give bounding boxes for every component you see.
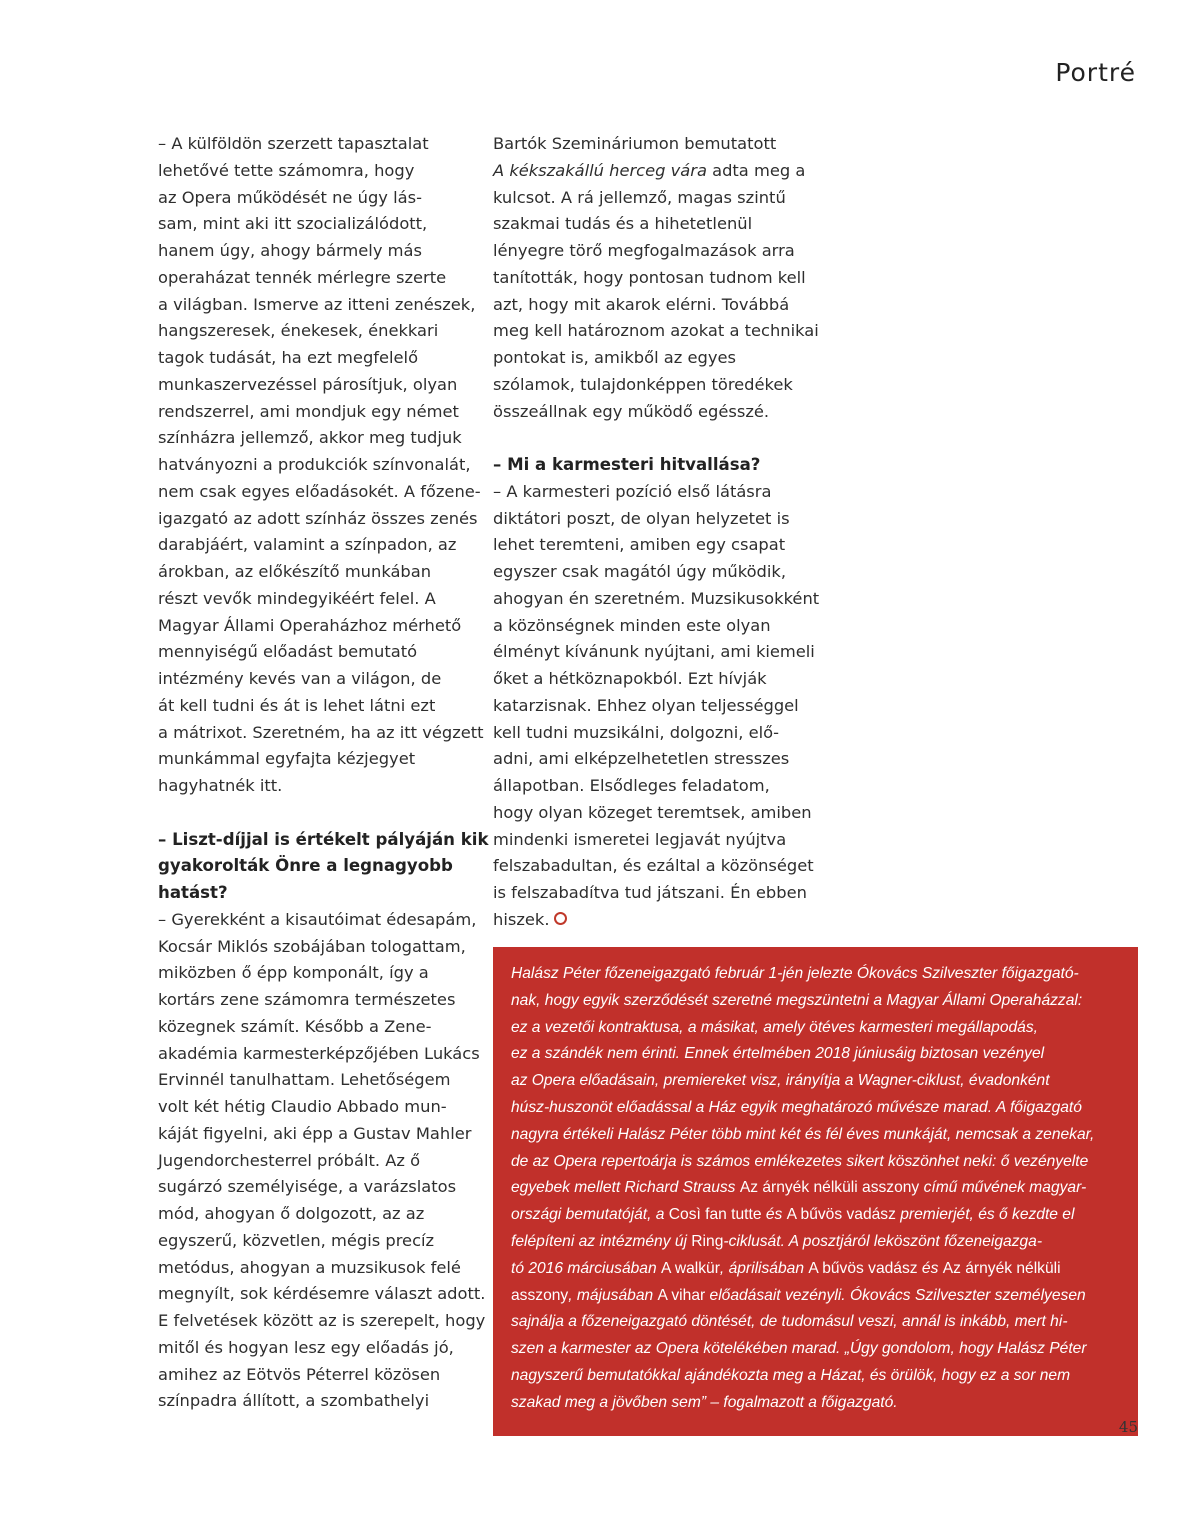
text-fragment: előadásait vezényli. Ókovács Szilveszter személyesen (705, 1286, 1086, 1304)
text-line: egyszer csak magától úgy működik, (493, 562, 787, 581)
text-line: összeállnak egy működő egésszé. (493, 401, 770, 421)
text-fragment: tó 2016 márciusában (511, 1259, 661, 1277)
text-line: ahogyan én szeretném. Muzsikusokként (493, 588, 820, 608)
text-line: sam, mint aki itt szocializálódott, (158, 214, 428, 234)
text-line: munkámmal egyfajta kézjegyet (158, 749, 416, 769)
text-line: sugárzó személyisége, a varázslatos (158, 1177, 457, 1197)
text-line: káját figyelni, aki épp a Gustav Mahler (158, 1123, 472, 1143)
end-of-article-icon (554, 912, 567, 925)
text-line: meg kell határoznom azokat a technikai (493, 321, 819, 341)
text-line: szólamok, tulajdonképpen töredékek (493, 374, 793, 394)
text-line: operaházat tennék mérlegre szerte (158, 267, 447, 287)
text-line (493, 907, 819, 934)
text-line: árokban, az előkészítő munkában (158, 562, 432, 581)
text-line: színpadra állított, a szombathelyi (158, 1391, 430, 1411)
text-fragment: adta meg a (706, 160, 806, 180)
text-line: amihez az Eötvös Péterrel közösen (158, 1364, 441, 1384)
text-line: E felvetések között az is szerepelt, hogy (158, 1311, 486, 1330)
info-box-text (511, 961, 1094, 1417)
text-line: kulcsot. A rá jellemző, magas szintű (493, 187, 786, 207)
section-label: Portré (1055, 58, 1136, 87)
text-line: lehetővé tette számomra, hogy (158, 160, 415, 180)
box-line: szen a karmester az Opera kötelékében marad. „Úgy gondolom, hogy Halász Péter (511, 1340, 1087, 1358)
box-line: sajnálja a főzeneigazgató döntését, de tudomásul veszi, annál is inkább, mert hi- (511, 1313, 1068, 1331)
text-line: hogy olyan közeget teremtsek, amiben (493, 802, 812, 822)
text-fragment: és (761, 1206, 787, 1224)
opera-title: A vihar (657, 1286, 706, 1304)
text-line: hatványozni a produkciók színvonalát, (158, 455, 471, 474)
text-line: hanem úgy, ahogy bármely más (158, 241, 422, 260)
box-line: szakad meg a jövőben sem” – fogalmazott a főigazgató. (511, 1393, 898, 1411)
text-fragment: , áprilisában (719, 1259, 809, 1277)
answer-1 (158, 131, 489, 800)
text-line: katarzisnak. Ehhez olyan teljességgel (493, 695, 799, 715)
text-line: akadémia karmesterképzőjében Lukács (158, 1043, 480, 1063)
box-line: de az Opera repertoárja is számos emlékezetes sikert köszönhet neki: ő vezényelte (511, 1152, 1089, 1170)
answer-3 (493, 479, 819, 934)
text-line: nem csak egyes előadásokét. A főzene- (158, 481, 481, 501)
question-line: – Liszt-díjjal is értékelt pályáján kik (158, 829, 489, 849)
text-line: mennyiségű előadást bemutató (158, 642, 418, 662)
question-2 (158, 827, 489, 907)
text-fragment: felépíteni az intézmény új (511, 1232, 692, 1250)
text-line: részt vevők mindegyikéért felel. A (158, 588, 436, 608)
box-line: nak, hogy egyik szerződését szeretné megszüntetni a Magyar Állami Operaházzal: (511, 991, 1083, 1009)
text-line: élményt kívánunk nyújtani, ami kiemeli (493, 642, 815, 662)
text-line: a közönségnek minden este olyan (493, 615, 771, 635)
text-fragment: hiszek. (493, 909, 550, 929)
text-line: diktátori poszt, de olyan helyzetet is (493, 508, 790, 528)
right-column (493, 131, 819, 934)
text-line: miközben ő épp komponált, így a (158, 963, 429, 983)
box-line (511, 1202, 1094, 1229)
text-line: munkaszervezéssel párosítjuk, olyan (158, 374, 458, 394)
text-line: tanították, hogy pontosan tudnom kell (493, 267, 806, 287)
text-line: mód, ahogyan ő dolgozott, az az (158, 1204, 425, 1223)
left-column (158, 131, 489, 1415)
info-box (493, 947, 1138, 1436)
text-line: lehet teremteni, amiben egy csapat (493, 535, 786, 555)
text-fragment: premierjét, és ő kezdte el (895, 1206, 1075, 1224)
text-line: – A külföldön szerzett tapasztalat (158, 134, 429, 153)
opera-title: Ring (691, 1232, 724, 1250)
text-fragment: egyebek mellett Richard Strauss (511, 1179, 740, 1197)
box-line: ez a vezetői kontraktusa, a másikat, amely ötéves karmesteri megállapodás, (511, 1018, 1038, 1036)
box-line: nagyra értékeli Halász Péter több mint két és fél éves munkáját, nemcsak a zenekar, (511, 1125, 1095, 1143)
text-line: a mátrixot. Szeretném, ha az itt végzett (158, 722, 484, 742)
text-line: Bartók Szemináriumon bemutatott (493, 134, 777, 153)
text-line: metódus, ahogyan a muzsikusok felé (158, 1257, 461, 1277)
box-line: húsz-huszonöt előadással a Ház egyik meghatározó művésze marad. A főigazgató (511, 1098, 1082, 1116)
text-line: állapotban. Elsődleges feladatom, (493, 776, 770, 795)
text-line: színházra jellemző, akkor meg tudjuk (158, 428, 462, 448)
opera-title: A kékszakállú herceg vára (493, 160, 707, 180)
text-fragment: és (917, 1259, 943, 1277)
text-fragment: országi bemutatóját, a (511, 1206, 669, 1224)
text-line: intézmény kevés van a világon, de (158, 669, 442, 688)
page-number: 45 (1118, 1418, 1138, 1436)
box-line: Halász Péter főzeneigazgató február 1-jén jelezte Ókovács Szilveszter főigazgató- (511, 965, 1079, 982)
box-line (511, 1229, 1094, 1256)
text-line: mindenki ismeretei legjavát nyújtva (493, 829, 787, 849)
text-line: kell tudni muzsikálni, dolgozni, elő- (493, 722, 779, 742)
text-line: mitől és hogyan lesz egy előadás jó, (158, 1337, 454, 1357)
text-line: hagyhatnék itt. (158, 776, 283, 795)
question-3: – Mi a karmesteri hitvallása? (493, 455, 761, 474)
text-line: Jugendorchesterrel próbált. Az ő (158, 1150, 421, 1170)
answer-2 (158, 907, 489, 1415)
opera-title: Così fan tutte (668, 1206, 762, 1224)
text-fragment: -ciklusát. A posztjáról leköszönt főzeneigazga- (723, 1232, 1043, 1250)
opera-title: A bűvös vadász (808, 1259, 918, 1277)
text-line: tagok tudását, ha ezt megfelelő (158, 348, 419, 367)
question-line: gyakorolták Önre a legnagyobb (158, 856, 453, 876)
text-line (493, 158, 819, 185)
opera-title: Az árnyék nélküli asszony (739, 1179, 920, 1197)
text-line: Kocsár Miklós szobájában tologattam, (158, 936, 466, 956)
text-line: át kell tudni és át is lehet látni ezt (158, 695, 436, 715)
text-line: is felszabadítva tud játszani. Én ebben (493, 883, 807, 902)
text-fragment: , májusában (568, 1286, 658, 1304)
text-line: a világban. Ismerve az itteni zenészek, (158, 294, 476, 314)
question-line: hatást? (158, 883, 228, 902)
text-line: adni, ami elképzelhetetlen stresszes (493, 749, 790, 769)
text-line: rendszerrel, ami mondjuk egy német (158, 401, 459, 421)
opera-title: A bűvös vadász (786, 1206, 896, 1224)
box-line (511, 1175, 1094, 1202)
opera-title: asszony (511, 1286, 569, 1304)
text-line: kortárs zene számomra természetes (158, 990, 456, 1009)
text-line: pontokat is, amikből az egyes (493, 348, 736, 367)
text-line: közegnek számít. Később a Zene- (158, 1016, 432, 1036)
text-line: – Gyerekként a kisautóimat édesapám, (158, 909, 477, 929)
text-line: Ervinnél tanulhattam. Lehetőségem (158, 1070, 451, 1090)
text-line: megnyílt, sok kérdésemre választ adott. (158, 1284, 486, 1304)
box-line: az Opera előadásain, premiereket visz, irányítja a Wagner-ciklust, évadonként (511, 1072, 1050, 1090)
text-line: egyszerű, közvetlen, mégis precíz (158, 1230, 435, 1250)
text-line: hangszeresek, énekesek, énekkari (158, 321, 439, 341)
text-fragment: című művének magyar- (919, 1179, 1087, 1197)
opera-title: Az árnyék nélküli (942, 1259, 1061, 1277)
text-line: – A karmesteri pozíció első látásra (493, 481, 772, 501)
text-line: szakmai tudás és a hihetetlenül (493, 214, 753, 234)
text-line: volt két hétig Claudio Abbado mun- (158, 1097, 447, 1116)
text-line: lényegre törő megfogalmazások arra (493, 241, 795, 260)
box-line (511, 1283, 1094, 1310)
opera-title: A walkür (660, 1259, 720, 1277)
box-line: nagyszerű bemutatókkal ajándékozta meg a Házat, és örülök, hogy ez a sor nem (511, 1366, 1071, 1384)
text-line: felszabadultan, és ezáltal a közönséget (493, 856, 814, 876)
paragraph-gap (493, 425, 819, 452)
paragraph-gap (158, 800, 489, 827)
box-line: ez a szándék nem érinti. Ennek értelmében 2018 júniusáig biztosan vezényel (511, 1045, 1045, 1063)
text-line: igazgató az adott színház összes zenés (158, 508, 478, 528)
text-line: őket a hétköznapokból. Ezt hívják (493, 669, 767, 688)
text-line: azt, hogy mit akarok elérni. Továbbá (493, 294, 790, 314)
text-line: Magyar Állami Operaházhoz mérhető (158, 615, 462, 635)
box-line (511, 1256, 1094, 1283)
answer-2-continued (493, 131, 819, 425)
text-line: darabjáért, valamint a színpadon, az (158, 535, 457, 555)
text-line: az Opera működését ne úgy lás- (158, 187, 422, 207)
